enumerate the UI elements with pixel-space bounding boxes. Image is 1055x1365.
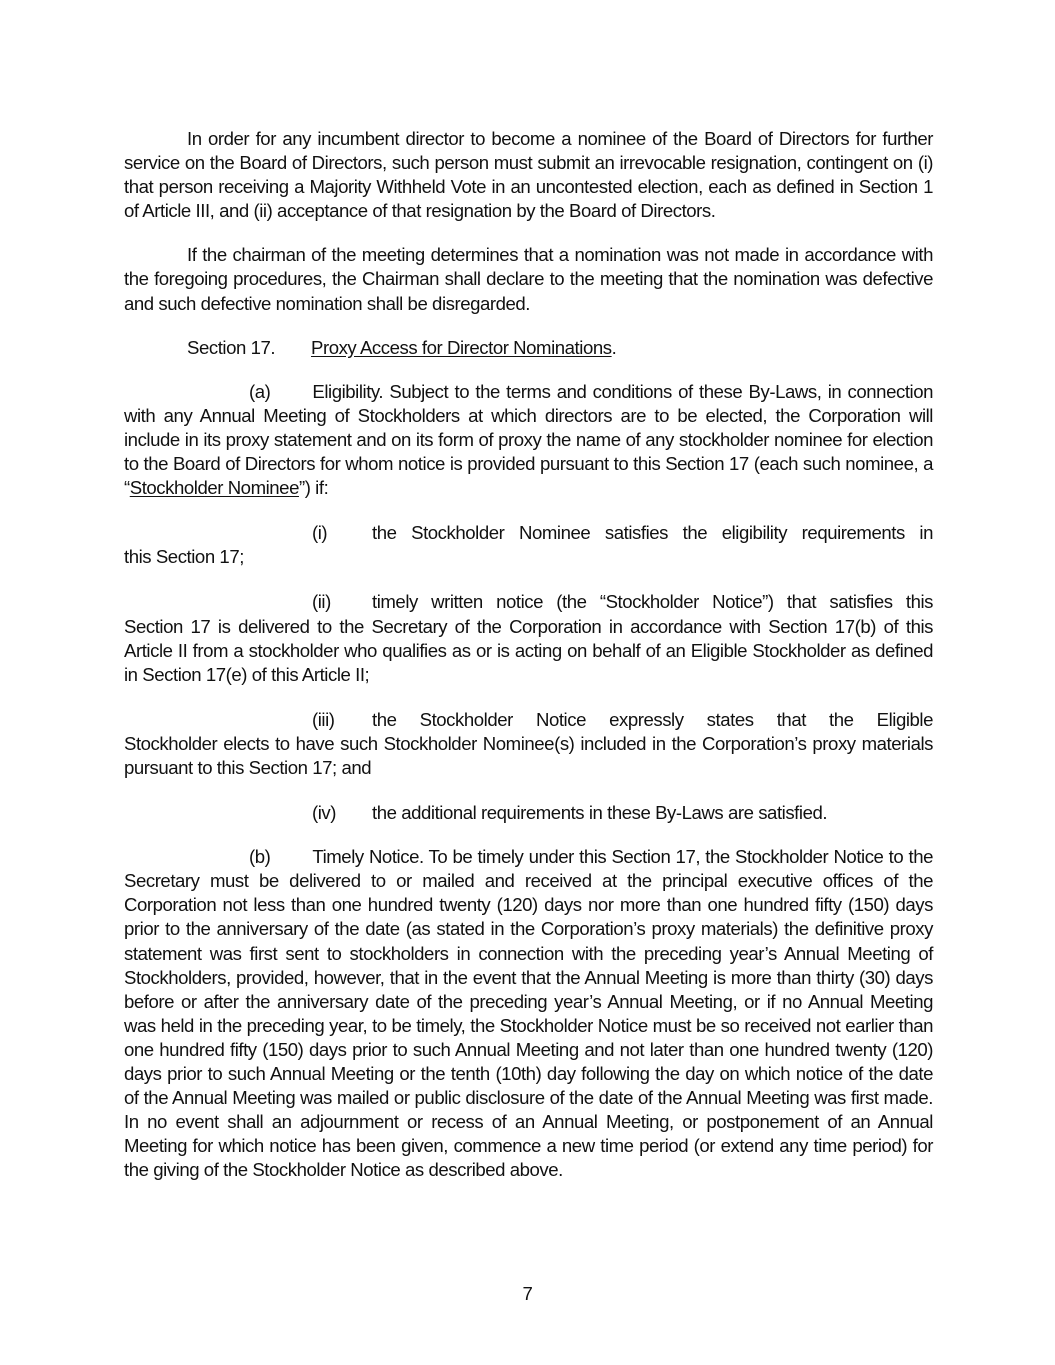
page-body — [124, 127, 933, 1182]
clause-b-text: Timely Notice. To be timely under this Section 17, the Stockholder Notice to the Secretary must be delivered to or mailed and received at the principal executive offices of the Corporation not less than one hundred twenty (120) days nor more than one hundred fifty (150) days prior to the anniversary of the date (as stated in the Corporation’s proxy materials) the definitive proxy statement was first sent to stockholders in connection with the preceding year’s Annual Meeting of Stockholders, provided, however, that in the event that the Annual Meeting is more than thirty (30) days before or after the anniversary date of the preceding year’s Annual Meeting, or if no Annual Meeting was held in the preceding year, to be timely, the Stockholder Notice must be so received not earlier than one hundred fifty (150) days prior to such Annual Meeting and not later than one hundred twenty (120) days prior to such Annual Meeting or the tenth (10th) day following the day on which notice of the date of the Annual Meeting was mailed or public disclosure of the date of the Annual Meeting was first made. In no event shall an adjournment or recess of an Annual Meeting, or postponement of an Annual Meeting for which notice has been given, commence a new time period (or extend any time period) for the giving of the Stockholder Notice as described above. — [124, 846, 933, 1181]
item-iii — [124, 708, 933, 780]
item-iv-label: (iv) — [312, 802, 337, 824]
item-iv — [124, 801, 933, 825]
item-iii-label: (iii) — [312, 708, 335, 730]
item-ii-text: Section 17 is delivered to the Secretary of the Corporation in accordance with Section 17(b) of this Article II from a stockholder who qualifies as or is acting on behalf of an Eligible Stockholder as defined in Section 17(e) of this Article II; — [124, 615, 933, 685]
section-heading — [124, 336, 933, 360]
clause-a-eligibility — [124, 380, 933, 500]
section-title: Proxy Access for Director Nominations — [311, 336, 612, 358]
item-i-label: (i) — [312, 522, 328, 544]
paragraph-defective-nomination: If the chairman of the meeting determines that a nomination was not made in accordance with the foregoing procedures, the Chairman shall declare to the meeting that the nomination was defective and such defective nomination shall be disregarded. — [124, 244, 933, 314]
page-number: 7 — [522, 1283, 533, 1304]
item-iv-text: the additional requirements in these By-Laws are satisfied. — [372, 802, 828, 824]
section-number: Section 17. — [187, 336, 276, 358]
clause-a-label: (a) — [249, 380, 271, 402]
item-ii — [124, 590, 933, 686]
section-title-suffix: . — [611, 336, 617, 358]
defined-term-stockholder-nominee: Stockholder Nominee — [129, 477, 299, 499]
item-iii-text: Stockholder elects to have such Stockholder Nominee(s) included in the Corporation’s proxy materials pursuant to this Section 17; and — [124, 732, 933, 778]
paragraph-incumbent-director-resignation: In order for any incumbent director to become a nominee of the Board of Directors for further service on the Board of Directors, such person must submit an irrevocable resignation, contingent on (i) that person receiving a Majority Withheld Vote in an uncontested election, each as defined in Section 1 of Article III, and (ii) acceptance of that resignation by the Board of Directors. — [124, 128, 933, 222]
item-i-text: this Section 17; — [124, 546, 244, 568]
item-iii-first-line: the Stockholder Notice expressly states that the Eligible — [372, 708, 933, 730]
item-i — [124, 521, 933, 569]
clause-a-text: Eligibility. Subject to the terms and conditions of these By-Laws, in connection with any Annual Meeting of Stockholders at which directors are to be elected, the Corporation will include in its proxy statement and on its form of proxy the name of any stockholder nominee for election to the Board of Directors for whom notice is provided pursuant to this Section 17 (each such nominee, a “ — [124, 380, 933, 499]
item-i-first-line: the Stockholder Nominee satisfies the eligibility requirements in — [372, 522, 933, 544]
clause-a-text-end: ”) if: — [298, 477, 329, 499]
item-ii-label: (ii) — [312, 591, 331, 613]
clause-b-timely-notice — [124, 845, 933, 1182]
clause-b-label: (b) — [249, 846, 271, 868]
item-ii-first-line: timely written notice (the “Stockholder Notice”) that satisfies this — [372, 591, 933, 613]
